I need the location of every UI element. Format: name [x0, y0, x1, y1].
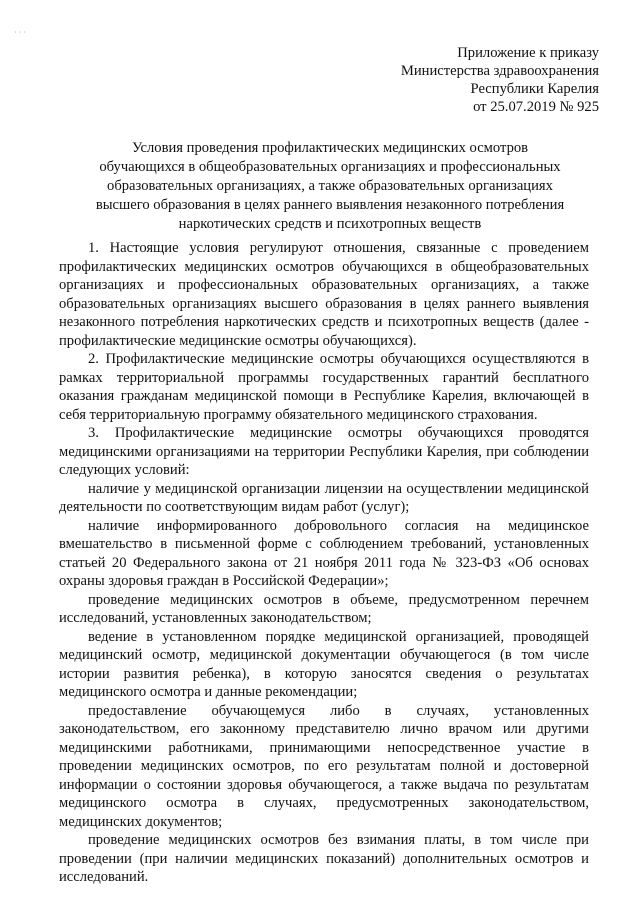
condition-documentation: ведение в установленном порядке медицинской организацией, проводящей медицинский осмотр, медицинской документации обучающегося (в том числе истории развития ребенка), в которую заносятся сведения о результатах медицинского осмотра и данные рекомендации; — [59, 628, 589, 700]
approval-line: Республики Карелия — [470, 81, 599, 97]
document-title — [80, 139, 580, 234]
approval-line: Министерства здравоохранения — [400, 63, 599, 79]
title-line: высшего образования в целях раннего выявления незаконного потребления — [95, 197, 565, 213]
paragraph-1: 1. Настоящие условия регулируют отношения, связанные с проведением профилактических медицинских осмотров обучающихся в общеобразовательных организациях и профессиональных образовательных организациях, а также образовательных организациях высшего образования в целях раннего выявления незаконного потребления наркотических средств и психотропных веществ (далее - профилактические медицинские осмотры обучающихся). — [59, 240, 589, 349]
title-line: Условия проведения профилактических медицинских осмотров — [131, 140, 529, 156]
title-line: наркотических средств и психотропных веществ — [178, 216, 482, 232]
document-body — [59, 239, 589, 887]
paragraph-2: 2. Профилактические медицинские осмотры обучающихся осуществляются в рамках территориальной программы государственных гарантий бесплатного оказания гражданам медицинской помощи в Республике Карелия, включающей в себя территориальную программу обязательного медицинского страхования. — [59, 351, 589, 423]
scan-artifact: · · · — [14, 28, 26, 37]
approval-block — [401, 44, 599, 116]
condition-information: предоставление обучающемуся либо в случаях, установленных законодательством, его законному представителю лично врачом или другими медицинскими работниками, принимающими непосредственное участие в проведении медицинских осмотров, по его результатам полной и достоверной информации о состоянии здоровья обучающегося, а также выдача по результатам медицинского осмотра в случаях, предусмотренных законодательством, медицинских документов; — [59, 702, 589, 830]
condition-free-of-charge: проведение медицинских осмотров без взимания платы, в том числе при проведении (при наличии медицинских показаний) дополнительных осмотров и исследований. — [59, 832, 589, 885]
condition-consent: наличие информированного добровольного согласия на медицинское вмешательство в письменной форме с соблюдением требований, установленных статьей 20 Федерального закона от 21 ноября 2011 года № 323-ФЗ «Об основах охраны здоровья граждан в Российской Федерации»; — [59, 517, 589, 589]
title-line: образовательных организациях, а также образовательных организациях — [107, 178, 553, 194]
approval-date-line: от 25.07.2019 № 925 — [473, 99, 599, 115]
title-line: обучающихся в общеобразовательных организациях и профессиональных — [99, 159, 561, 175]
condition-license: наличие у медицинской организации лицензии на осуществлении медицинской деятельности по соответствующим видам работ (услуг); — [59, 480, 589, 515]
approval-line: Приложение к приказу — [457, 45, 599, 61]
paragraph-3: 3. Профилактические медицинские осмотры обучающихся проводятся медицинскими организациями на территории Республики Карелия, при соблюдении следующих условий: — [59, 425, 589, 478]
condition-scope: проведение медицинских осмотров в объеме, предусмотренном перечнем исследований, установленных законодательством; — [59, 591, 589, 626]
